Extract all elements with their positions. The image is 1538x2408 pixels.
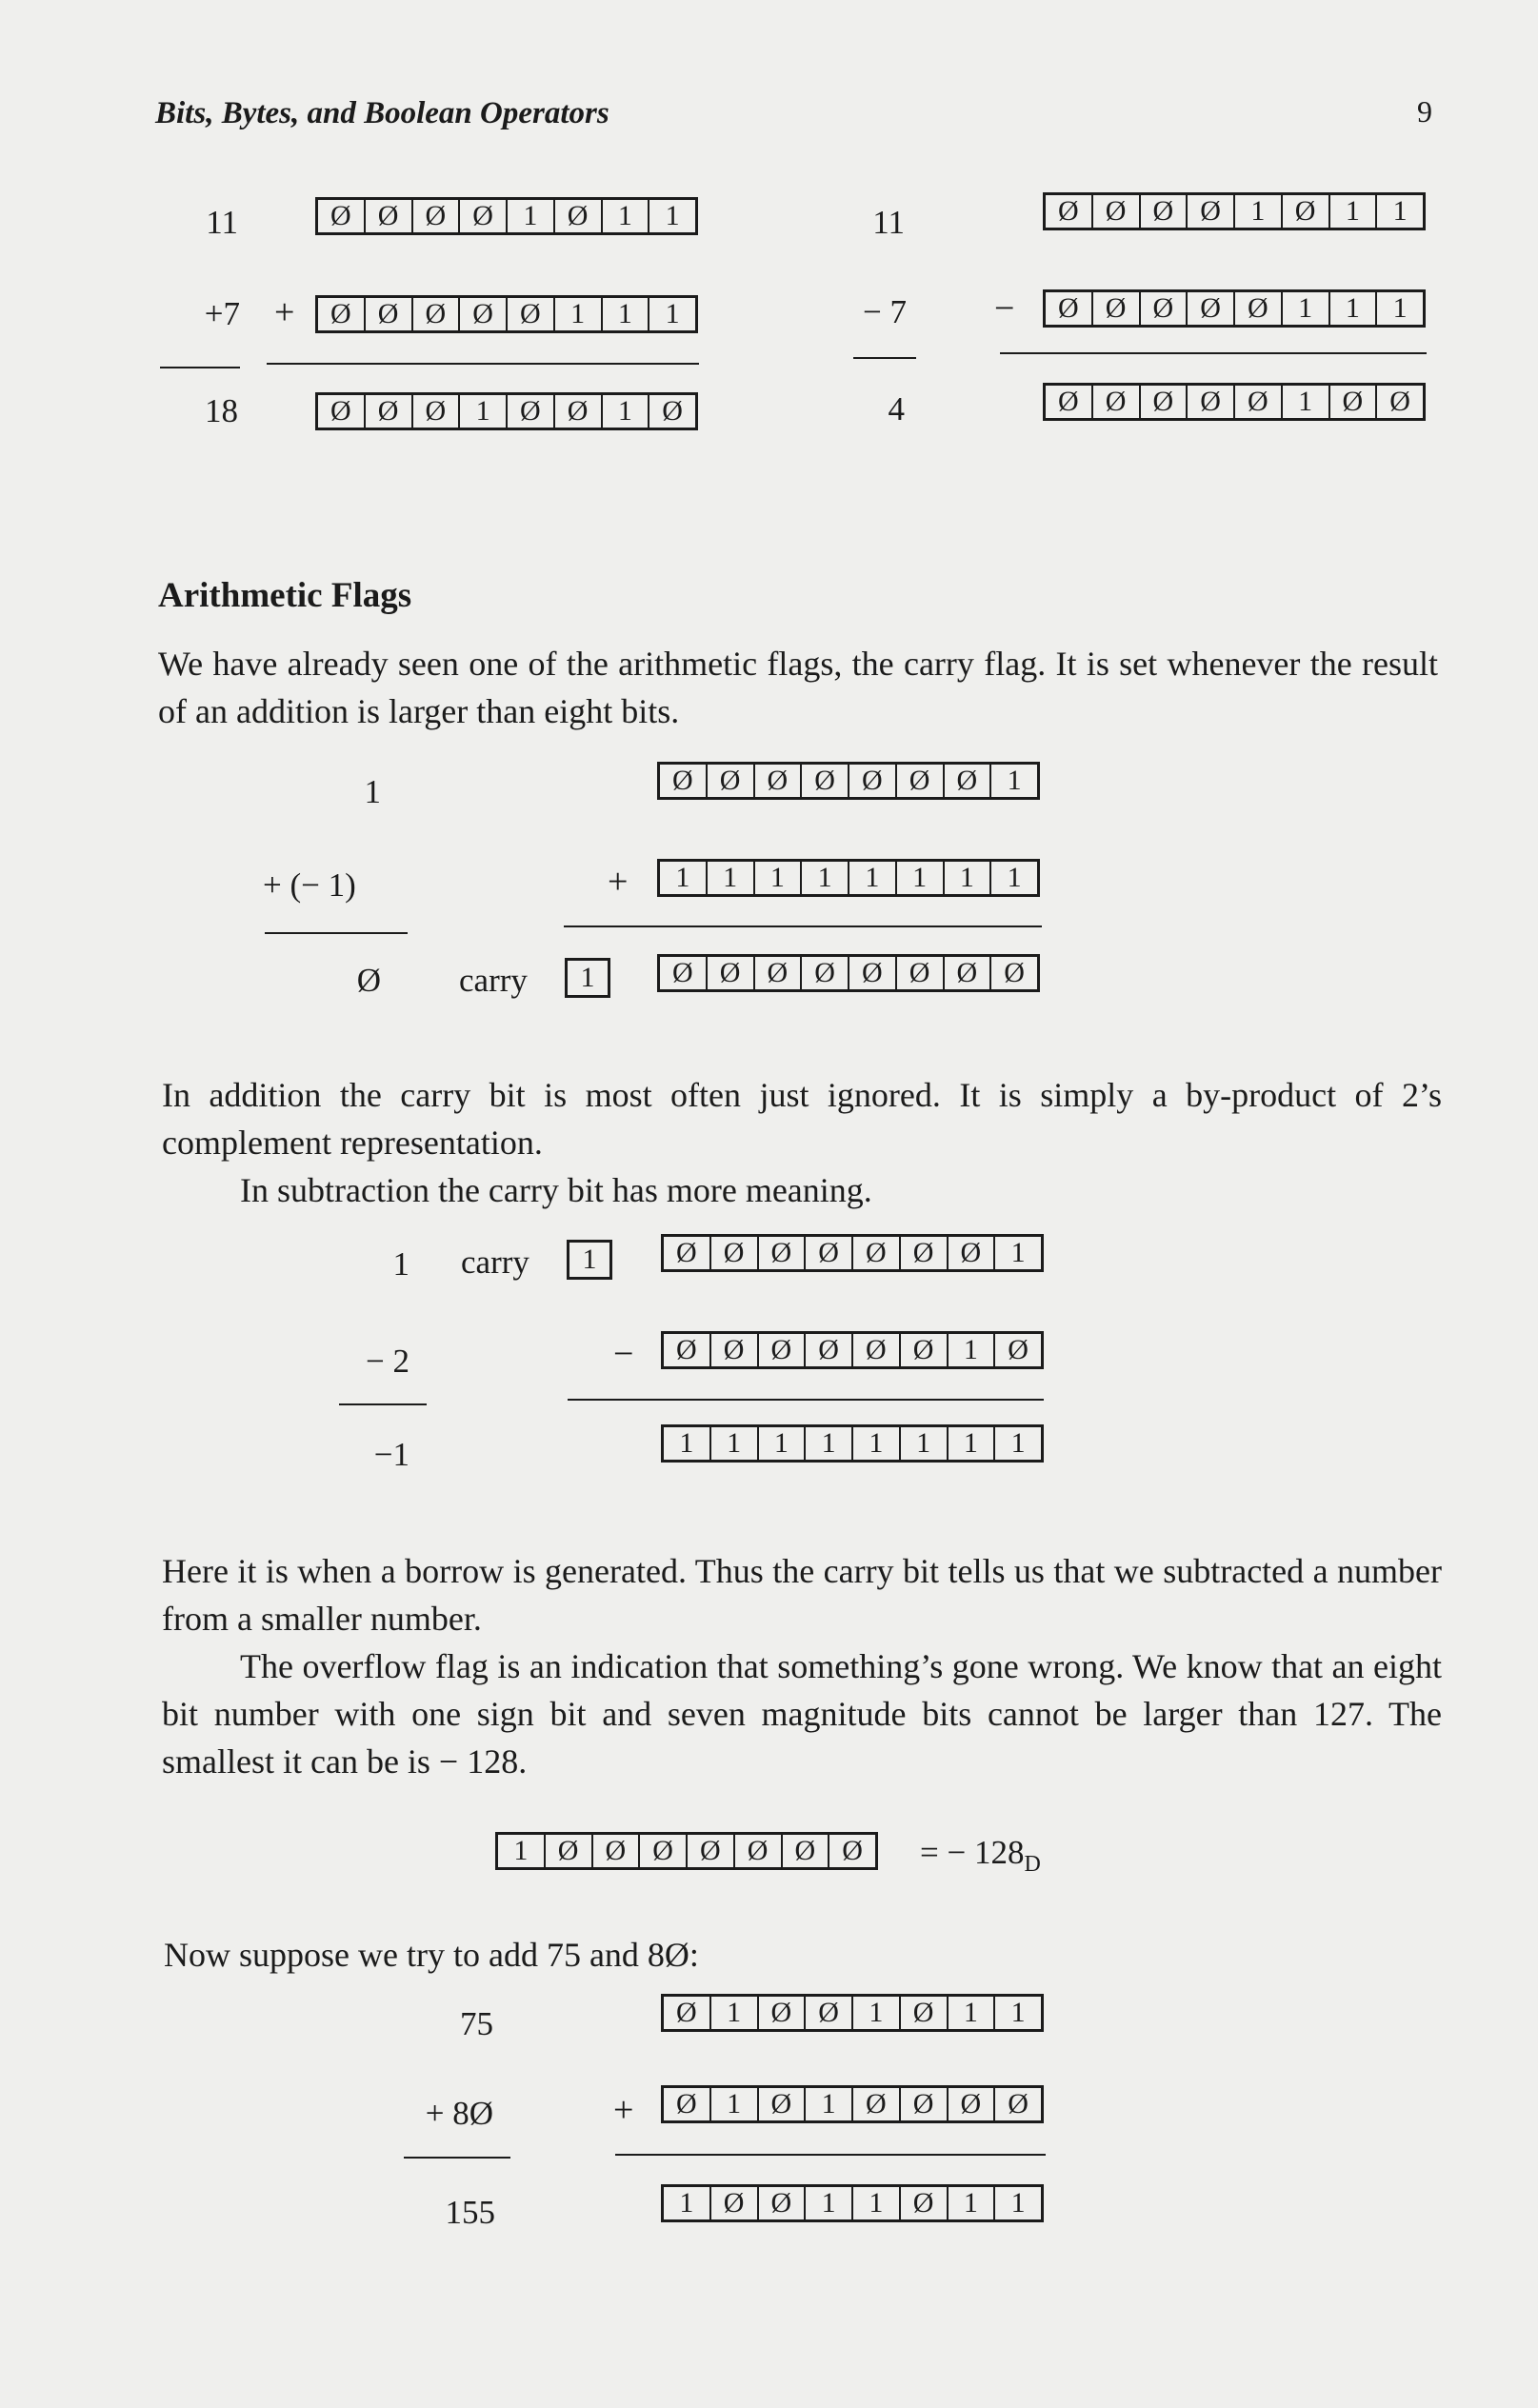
bit-cell: Ø [800,765,848,797]
bit-cell: Ø [800,957,848,989]
bit-cell: Ø [899,2088,947,2120]
bit-cell: Ø [1091,292,1139,325]
bit-cell: Ø [1328,386,1376,418]
bit-cell: 1 [506,200,553,232]
bit-cell: Ø [1186,386,1233,418]
bit-cell: Ø [895,765,943,797]
sub7-result-register [1043,383,1426,421]
bit-cell: Ø [1091,195,1139,228]
bit-cell: Ø [733,1835,781,1867]
bit-cell: Ø [848,765,895,797]
bit-cell: Ø [648,395,695,428]
overflow-operand-register [661,2085,1044,2123]
bit-cell: 1 [753,862,801,894]
sub7-operand-register [1043,289,1426,328]
bit-cell: Ø [1139,292,1187,325]
bit-cell: 1 [675,862,690,893]
bit-cell: 1 [800,862,848,894]
carryadd-operand-register [657,859,1040,897]
bit-cell: 1 [679,1427,694,1459]
bit-cell: 1 [947,1334,994,1366]
overflow-label-rule [404,2157,510,2159]
carryadd-sum-rule [564,925,1042,927]
bit-cell: Ø [851,2088,899,2120]
bit-cell: 1 [993,1237,1041,1269]
bit-cell: Ø [895,957,943,989]
paragraph-overflow-text: The overflow flag is an indication that something’s gone wrong. We know that an eight bit number with one sign bit and seven magnitude bits cannot be larger than 127. The smallest it can be is − 128. [162,1647,1442,1781]
paragraph-add-75-80-text: Now suppose we try to add 75 and 8Ø: [164,1936,699,1974]
sub7-result-label: 4 [888,390,905,428]
bit-cell: Ø [458,298,506,330]
carrysub-result-label: −1 [373,1436,409,1473]
bit-cell: 1 [804,1427,851,1460]
carryadd-plus-sign: + [608,862,629,902]
bit-cell: Ø [591,1835,639,1867]
overflow-top-register [661,1994,1044,2032]
bit-cell: Ø [672,765,693,796]
overflow-result-label: 155 [445,2194,495,2231]
bit-cell: Ø [899,2187,947,2219]
carryadd-operand-label: + (− 1) [263,866,356,904]
carryadd-result-register [657,954,1040,992]
bit-cell: Ø [753,765,801,797]
min-value-register [495,1832,878,1870]
paragraph-carry-intro [158,640,1438,735]
bit-cell: Ø [411,298,459,330]
section-heading: Arithmetic Flags [158,576,412,615]
bit-cell: Ø [993,1334,1041,1366]
bit-cell: Ø [851,1237,899,1269]
bit-cell: Ø [804,1237,851,1269]
add7-result-register [315,392,698,430]
bit-cell: Ø [544,1835,591,1867]
bit-cell: Ø [899,1997,947,2029]
min-value-subscript: D [1024,1852,1041,1877]
bit-cell: 1 [851,1427,899,1460]
bit-cell: 1 [947,1997,994,2029]
bit-cell: 1 [1375,292,1423,325]
paragraph-carry-ignored [162,1071,1442,1214]
bit-cell: 1 [895,862,943,894]
carrysub-operand-label: − 2 [366,1343,409,1380]
bit-cell: 1 [993,2187,1041,2219]
carrysub-top-register [661,1234,1044,1272]
overflow-sum-rule [615,2154,1046,2156]
sub7-minus-sign: − [994,289,1015,328]
carrysub-label-rule [339,1403,427,1405]
carryadd-top-register [657,762,1040,800]
sub7-label-rule [853,357,916,359]
carrysub-carry-label: carry [461,1244,529,1281]
bit-cell: Ø [947,2088,994,2120]
bit-cell: Ø [753,957,801,989]
add7-operand-label: +7 [204,295,240,332]
bit-cell: 1 [709,2088,757,2120]
bit-cell: 1 [1281,292,1328,325]
bit-cell: Ø [364,200,411,232]
paragraph-carry-intro-text: We have already seen one of the arithmetic flags, the carry flag. It is set whenever the result of an addition is larger than eight bits. [158,645,1438,730]
bit-cell: 1 [851,2187,899,2219]
bit-cell: Ø [706,765,753,797]
bit-cell: Ø [899,1334,947,1366]
paragraph-borrow-text: Here it is when a borrow is generated. Thus the carry bit tells us that we subtracted a number from a smaller number. [162,1552,1442,1638]
bit-cell: Ø [757,1334,805,1366]
carryadd-top-label: 1 [364,773,381,810]
bit-cell: 1 [993,1997,1041,2029]
bit-cell: 1 [993,1427,1041,1460]
bit-cell: 1 [899,1427,947,1460]
bit-cell: Ø [804,1997,851,2029]
bit-cell: Ø [1186,195,1233,228]
bit-cell: 1 [601,200,649,232]
overflow-plus-sign: + [613,2090,634,2130]
bit-cell: Ø [943,765,990,797]
bit-cell: Ø [553,395,601,428]
bit-cell: Ø [1091,386,1139,418]
bit-cell: 1 [709,1427,757,1460]
sub7-top-register [1043,192,1426,230]
min-value-equals-text: = − 128 [920,1834,1025,1871]
bit-cell: Ø [709,2187,757,2219]
bit-cell: 1 [947,2187,994,2219]
bit-cell: Ø [330,395,351,427]
carrysub-operand-register [661,1331,1044,1369]
overflow-result-register [661,2184,1044,2222]
add7-top-register [315,197,698,235]
sub7-difference-rule [1000,352,1427,354]
running-header-title: Bits, Bytes, and Boolean Operators [155,96,609,130]
bit-cell: Ø [686,1835,733,1867]
bit-cell: Ø [330,298,351,329]
bit-cell: Ø [672,957,693,988]
bit-cell: Ø [1186,292,1233,325]
bit-cell: Ø [364,395,411,428]
bit-cell: Ø [851,1334,899,1366]
bit-cell: 1 [804,2088,851,2120]
bit-cell: Ø [1281,195,1328,228]
carryadd-label-rule [265,932,408,934]
bit-cell: 1 [989,765,1037,797]
sub7-top-label: 11 [872,204,905,241]
bit-cell: Ø [709,1237,757,1269]
paragraph-borrow [162,1547,1442,1785]
bit-cell: Ø [506,395,553,428]
overflow-top-label: 75 [460,2005,493,2042]
bit-cell: 1 [513,1835,529,1866]
bit-cell: Ø [757,1237,805,1269]
bit-cell: 1 [553,298,601,330]
carryadd-carry-label: carry [459,962,528,999]
bit-cell: Ø [804,1334,851,1366]
bit-cell: 1 [1328,292,1376,325]
bit-cell: 1 [943,862,990,894]
bit-cell: Ø [676,1237,697,1268]
bit-cell: Ø [1139,386,1187,418]
bit-cell: 1 [989,862,1037,894]
bit-cell: Ø [638,1835,686,1867]
bit-cell: Ø [1058,292,1079,324]
bit-cell: Ø [989,957,1037,989]
bit-cell: Ø [828,1835,875,1867]
bit-cell: 1 [679,2187,694,2219]
carrysub-result-register [661,1424,1044,1463]
bit-cell: 1 [648,200,695,232]
carrysub-carry-box: 1 [567,1240,612,1280]
min-value-equation [920,1834,1041,1878]
paragraph-add-75-80 [164,1931,1444,1979]
bit-cell: Ø [330,200,351,231]
bit-cell: 1 [1328,195,1376,228]
bit-cell: Ø [1058,195,1079,227]
bit-cell: 1 [851,1997,899,2029]
bit-cell: 1 [804,2187,851,2219]
bit-cell: Ø [1375,386,1423,418]
bit-cell: 1 [1375,195,1423,228]
bit-cell: Ø [706,957,753,989]
carryadd-result-label: Ø [356,962,381,999]
carrysub-minus-sign: − [613,1334,634,1374]
bit-cell: Ø [757,2088,805,2120]
bit-cell: Ø [676,1997,697,2028]
bit-cell: Ø [899,1237,947,1269]
bit-cell: Ø [848,957,895,989]
page-number: 9 [1417,94,1432,129]
bit-cell: 1 [706,862,753,894]
bit-cell: Ø [458,200,506,232]
bit-cell: Ø [757,1997,805,2029]
bit-cell: 1 [1233,195,1281,228]
bit-cell: Ø [364,298,411,330]
paragraph-subtraction-text: In subtraction the carry bit has more meaning. [240,1171,872,1209]
bit-cell: Ø [781,1835,829,1867]
bit-cell: 1 [648,298,695,330]
bit-cell: Ø [676,2088,697,2119]
carryadd-carry-box: 1 [565,958,610,998]
paragraph-carry-ignored-text: In addition the carry bit is most often just ignored. It is simply a by-product of 2’s complement representation. [162,1076,1442,1162]
add7-top-label: 11 [206,204,238,241]
bit-cell: Ø [676,1334,697,1365]
carrysub-top-label: 1 [392,1245,409,1283]
bit-cell: 1 [601,395,649,428]
bit-cell: 1 [757,1427,805,1460]
bit-cell: Ø [709,1334,757,1366]
add7-label-rule [160,367,240,368]
add7-operand-register [315,295,698,333]
sub7-operand-label: − 7 [863,293,907,330]
bit-cell: Ø [506,298,553,330]
bit-cell: 1 [1281,386,1328,418]
bit-cell: Ø [757,2187,805,2219]
bit-cell: Ø [1139,195,1187,228]
bit-cell: Ø [1233,292,1281,325]
bit-cell: Ø [943,957,990,989]
carrysub-difference-rule [568,1399,1044,1401]
bit-cell: 1 [601,298,649,330]
add7-plus-sign: + [274,292,295,332]
bit-cell: 1 [848,862,895,894]
bit-cell: 1 [709,1997,757,2029]
bit-cell: Ø [993,2088,1041,2120]
bit-cell: 1 [458,395,506,428]
bit-cell: Ø [411,200,459,232]
bit-cell: 1 [947,1427,994,1460]
add7-result-label: 18 [205,392,238,429]
bit-cell: Ø [1233,386,1281,418]
add7-sum-rule [267,363,699,365]
bit-cell: Ø [411,395,459,428]
overflow-operand-label: + 8Ø [425,2095,493,2132]
bit-cell: Ø [947,1237,994,1269]
bit-cell: Ø [553,200,601,232]
bit-cell: Ø [1058,386,1079,417]
